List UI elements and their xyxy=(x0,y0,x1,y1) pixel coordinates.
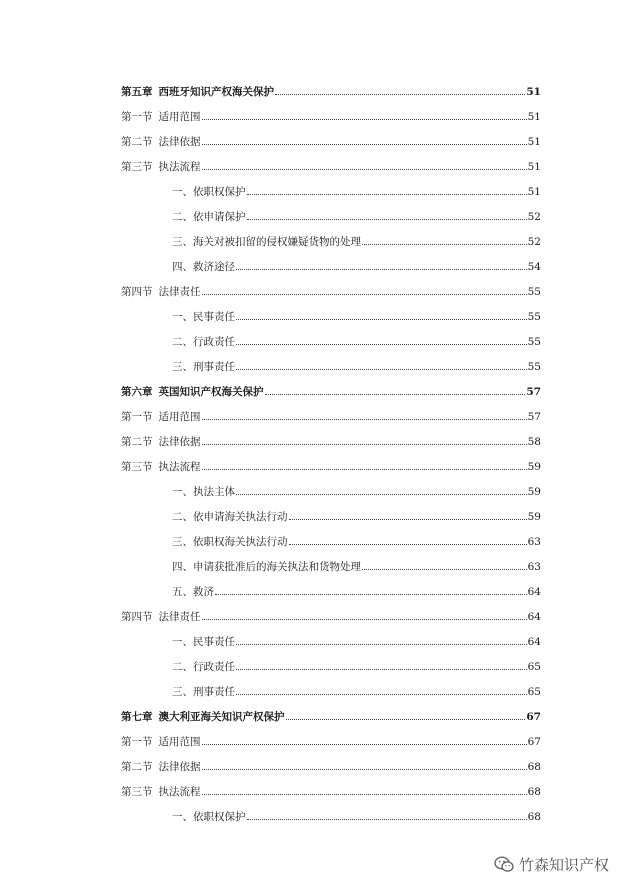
toc-page-number: 63 xyxy=(527,536,541,548)
toc-entry-prefix: 第三节 xyxy=(121,161,153,173)
toc-entry-title: 西班牙知识产权海关保护 xyxy=(158,86,274,98)
toc-subsection-row[interactable] xyxy=(121,198,541,223)
toc-subsection-row[interactable] xyxy=(121,648,541,673)
toc-entry-title: 一、执法主体 xyxy=(172,486,235,498)
toc-entry-title: 五、救济 xyxy=(172,586,214,598)
toc-entry-label xyxy=(121,611,201,623)
toc-dot-leader xyxy=(236,669,527,670)
toc-subsection-row[interactable] xyxy=(121,548,541,573)
toc-entry-title: 二、行政责任 xyxy=(172,336,235,348)
toc-subsection-row[interactable] xyxy=(121,223,541,248)
toc-page-number: 59 xyxy=(527,461,541,473)
toc-entry-label xyxy=(172,586,214,598)
toc-entry-prefix: 第一节 xyxy=(121,111,153,123)
toc-dot-leader xyxy=(362,244,527,245)
toc-entry-label xyxy=(172,686,235,698)
toc-page-number: 65 xyxy=(527,661,541,673)
toc-dot-leader xyxy=(202,169,527,170)
toc-page-number: 65 xyxy=(527,686,541,698)
toc-entry-title: 执法流程 xyxy=(158,461,201,473)
toc-section-row[interactable] xyxy=(121,98,541,123)
watermark xyxy=(494,854,609,875)
toc-section-row[interactable] xyxy=(121,598,541,623)
toc-entry-title: 二、依申请保护 xyxy=(172,211,246,223)
toc-entry-title: 适用范围 xyxy=(158,111,201,123)
toc-page-number: 52 xyxy=(527,236,541,248)
toc-entry-prefix: 第一节 xyxy=(121,411,153,423)
toc-dot-leader xyxy=(236,269,527,270)
toc-entry-prefix: 第三节 xyxy=(121,786,153,798)
toc-page-number: 58 xyxy=(527,436,541,448)
toc-entry-label xyxy=(172,361,235,373)
toc-entry-label xyxy=(172,636,235,648)
toc-page-number: 54 xyxy=(527,261,541,273)
toc-entry-label xyxy=(121,286,201,298)
toc-section-row[interactable] xyxy=(121,273,541,298)
toc-dot-leader xyxy=(265,394,526,395)
toc-subsection-row[interactable] xyxy=(121,173,541,198)
toc-page-number: 51 xyxy=(527,186,541,198)
toc-entry-label xyxy=(121,136,201,148)
toc-subsection-row[interactable] xyxy=(121,673,541,698)
toc-dot-leader xyxy=(202,119,527,120)
toc-subsection-row[interactable] xyxy=(121,523,541,548)
toc-entry-label xyxy=(121,86,274,98)
toc-page-number: 64 xyxy=(527,611,541,623)
toc-entry-label xyxy=(172,261,235,273)
toc-entry-label xyxy=(172,336,235,348)
toc-page-number: 51 xyxy=(527,111,541,123)
toc-entry-title: 三、刑事责任 xyxy=(172,361,235,373)
toc-entry-title: 二、依申请海关执法行动 xyxy=(172,511,288,523)
toc-entry-label xyxy=(121,386,264,398)
toc-entry-title: 三、海关对被扣留的侵权嫌疑货物的处理 xyxy=(172,236,361,248)
toc-page-number: 51 xyxy=(526,86,541,98)
toc-chapter-row[interactable] xyxy=(121,73,541,98)
toc-entry-title: 执法流程 xyxy=(158,786,201,798)
toc-subsection-row[interactable] xyxy=(121,298,541,323)
toc-entry-prefix: 第一节 xyxy=(121,736,153,748)
toc-dot-leader xyxy=(236,694,527,695)
toc-dot-leader xyxy=(202,744,527,745)
toc-page-number: 55 xyxy=(527,361,541,373)
toc-page-number: 52 xyxy=(527,211,541,223)
toc-entry-label xyxy=(172,811,246,823)
toc-page-number: 57 xyxy=(526,386,541,398)
toc-dot-leader xyxy=(286,719,526,720)
toc-entry-title: 二、行政责任 xyxy=(172,661,235,673)
toc-page-number: 55 xyxy=(527,336,541,348)
toc-entry-label xyxy=(121,436,201,448)
toc-entry-title: 法律依据 xyxy=(158,436,201,448)
toc-entry-label xyxy=(121,711,285,723)
toc-entry-label xyxy=(121,411,201,423)
toc-entry-label xyxy=(121,736,201,748)
toc-entry-prefix: 第四节 xyxy=(121,611,153,623)
toc-page-number: 67 xyxy=(526,711,541,723)
toc-page-number: 68 xyxy=(527,786,541,798)
toc-entry-prefix: 第五章 xyxy=(121,86,153,98)
toc-subsection-row[interactable] xyxy=(121,573,541,598)
toc-section-row[interactable] xyxy=(121,123,541,148)
toc-dot-leader xyxy=(202,294,527,295)
toc-entry-label xyxy=(172,236,361,248)
toc-subsection-row[interactable] xyxy=(121,248,541,273)
toc-entry-title: 英国知识产权海关保护 xyxy=(158,386,264,398)
toc-page-number: 59 xyxy=(527,511,541,523)
toc-dot-leader xyxy=(289,544,527,545)
toc-entry-prefix: 第六章 xyxy=(121,386,153,398)
toc-entry-prefix: 第四节 xyxy=(121,286,153,298)
wechat-icon xyxy=(494,856,514,873)
toc-entry-prefix: 第二节 xyxy=(121,436,153,448)
toc-dot-leader xyxy=(202,769,527,770)
toc-entry-title: 适用范围 xyxy=(158,411,201,423)
toc-dot-leader xyxy=(236,494,527,495)
toc-dot-leader xyxy=(202,469,527,470)
toc-page-number: 63 xyxy=(527,561,541,573)
toc-entry-title: 四、救济途径 xyxy=(172,261,235,273)
toc-page-number: 51 xyxy=(527,136,541,148)
toc-entry-label xyxy=(172,186,246,198)
toc-entry-title: 四、申请获批准后的海关执法和货物处理 xyxy=(172,561,361,573)
toc-chapter-row[interactable] xyxy=(121,698,541,723)
toc-page-number: 57 xyxy=(527,411,541,423)
toc-entry-label xyxy=(172,211,246,223)
toc-entry-prefix: 第二节 xyxy=(121,761,153,773)
toc-entry-title: 法律依据 xyxy=(158,761,201,773)
toc-entry-title: 法律责任 xyxy=(158,286,201,298)
toc-entry-title: 法律责任 xyxy=(158,611,201,623)
toc-subsection-row[interactable] xyxy=(121,348,541,373)
toc-entry-title: 三、刑事责任 xyxy=(172,686,235,698)
toc-entry-label xyxy=(121,761,201,773)
toc-entry-label xyxy=(121,461,201,473)
toc-dot-leader xyxy=(247,194,527,195)
toc-page-number: 68 xyxy=(527,761,541,773)
toc-subsection-row[interactable] xyxy=(121,623,541,648)
toc-entry-title: 澳大利亚海关知识产权保护 xyxy=(158,711,285,723)
table-of-contents xyxy=(121,73,541,823)
toc-entry-label xyxy=(121,161,201,173)
toc-entry-prefix: 第二节 xyxy=(121,136,153,148)
toc-page-number: 67 xyxy=(527,736,541,748)
toc-section-row[interactable] xyxy=(121,723,541,748)
toc-entry-title: 执法流程 xyxy=(158,161,201,173)
toc-entry-label xyxy=(172,511,288,523)
toc-section-row[interactable] xyxy=(121,423,541,448)
toc-dot-leader xyxy=(215,594,527,595)
toc-entry-title: 一、民事责任 xyxy=(172,636,235,648)
toc-subsection-row[interactable] xyxy=(121,798,541,823)
toc-page-number: 59 xyxy=(527,486,541,498)
toc-dot-leader xyxy=(247,819,527,820)
toc-entry-label xyxy=(172,561,361,573)
toc-entry-title: 适用范围 xyxy=(158,736,201,748)
toc-entry-title: 一、民事责任 xyxy=(172,311,235,323)
toc-dot-leader xyxy=(202,619,527,620)
toc-dot-leader xyxy=(236,369,527,370)
toc-page-number: 64 xyxy=(527,586,541,598)
toc-section-row[interactable] xyxy=(121,148,541,173)
toc-entry-label xyxy=(172,486,235,498)
toc-entry-label xyxy=(121,786,201,798)
toc-entry-title: 一、依职权保护 xyxy=(172,811,246,823)
toc-page-number: 55 xyxy=(527,311,541,323)
toc-dot-leader xyxy=(236,319,527,320)
toc-dot-leader xyxy=(236,344,527,345)
toc-entry-prefix: 第三节 xyxy=(121,461,153,473)
toc-dot-leader xyxy=(202,144,527,145)
toc-dot-leader xyxy=(202,444,527,445)
toc-page-number: 51 xyxy=(527,161,541,173)
toc-entry-label xyxy=(172,311,235,323)
toc-subsection-row[interactable] xyxy=(121,473,541,498)
toc-dot-leader xyxy=(275,94,525,95)
toc-subsection-row[interactable] xyxy=(121,323,541,348)
toc-section-row[interactable] xyxy=(121,398,541,423)
toc-section-row[interactable] xyxy=(121,448,541,473)
toc-entry-title: 三、依职权海关执法行动 xyxy=(172,536,288,548)
toc-section-row[interactable] xyxy=(121,773,541,798)
toc-subsection-row[interactable] xyxy=(121,498,541,523)
toc-section-row[interactable] xyxy=(121,748,541,773)
toc-entry-title: 一、依职权保护 xyxy=(172,186,246,198)
toc-dot-leader xyxy=(247,219,527,220)
toc-entry-label xyxy=(172,661,235,673)
toc-entry-title: 法律依据 xyxy=(158,136,201,148)
toc-dot-leader xyxy=(289,519,527,520)
toc-chapter-row[interactable] xyxy=(121,373,541,398)
toc-dot-leader xyxy=(202,794,527,795)
toc-dot-leader xyxy=(202,419,527,420)
watermark-text: 竹森知识产权 xyxy=(519,856,610,874)
toc-page-number: 55 xyxy=(527,286,541,298)
toc-entry-label xyxy=(121,111,201,123)
toc-entry-prefix: 第七章 xyxy=(121,711,153,723)
toc-page-number: 64 xyxy=(527,636,541,648)
toc-entry-label xyxy=(172,536,288,548)
toc-dot-leader xyxy=(362,569,527,570)
toc-page-number: 68 xyxy=(527,811,541,823)
toc-dot-leader xyxy=(236,644,527,645)
